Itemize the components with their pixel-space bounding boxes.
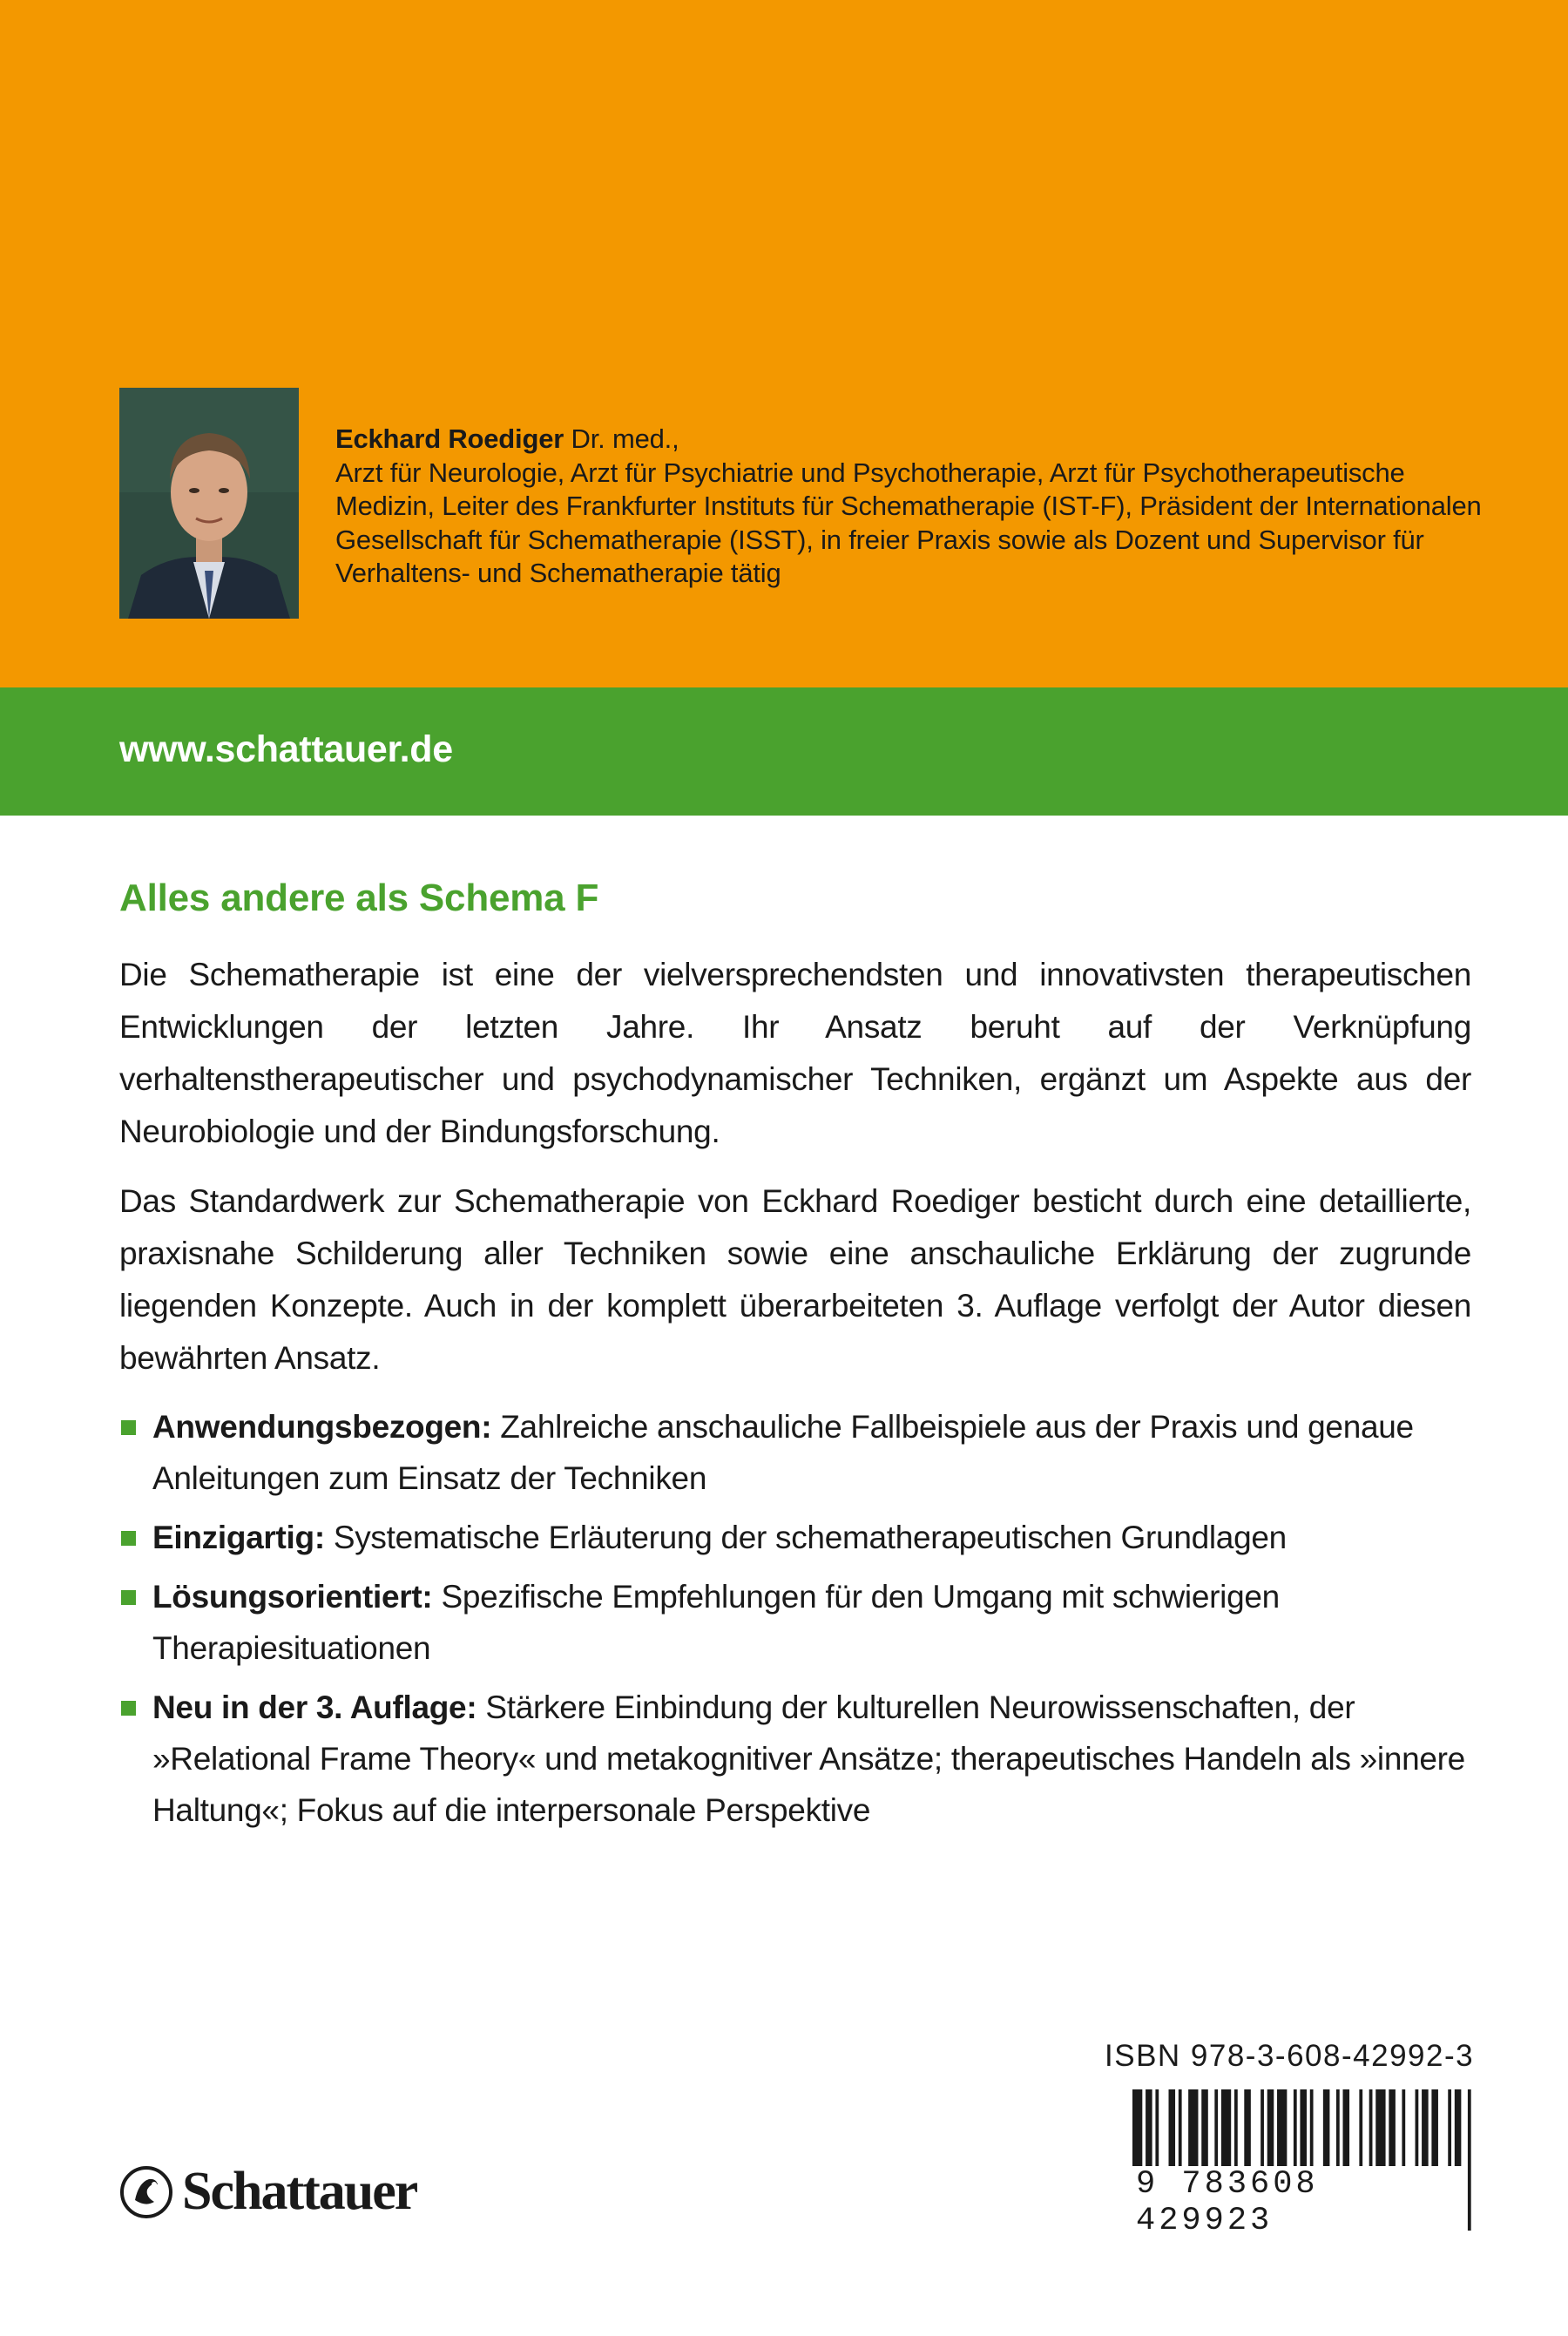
- barcode-bar: [1468, 2089, 1471, 2231]
- author-degree: Dr. med.,: [571, 423, 679, 454]
- author-bio-line-3: Medizin, Leiter des Frankfurter Instituts für Schematherapie (IST-F), Präsident der Internationalen: [335, 491, 1482, 521]
- list-item: [119, 1682, 1471, 1836]
- bullet-square-icon: [121, 1420, 136, 1435]
- publisher-emblem-icon: [119, 2165, 173, 2219]
- section-heading: Alles andere als Schema F: [119, 877, 599, 919]
- author-photo: [119, 388, 299, 619]
- author-bio-line-4: Gesellschaft für Schematherapie (ISST), in freier Praxis sowie als Dozent und Supervisor für: [335, 524, 1424, 555]
- bullet-square-icon: [121, 1701, 136, 1716]
- list-item-lead: Lösungsorientiert:: [152, 1579, 433, 1615]
- list-item-lead: Neu in der 3. Auflage:: [152, 1689, 477, 1725]
- author-bio-line-2: Arzt für Neurologie, Arzt für Psychiatrie und Psychotherapie, Arzt für Psychotherapeutische: [335, 457, 1405, 488]
- author-bio-line-1: [335, 423, 1520, 457]
- publisher-logo: [119, 2161, 416, 2223]
- description-paragraph-1: Die Schematherapie ist eine der vielversprechendsten und innovativsten therapeutischen Entwicklungen der letzten Jahre. Ihr Ansatz beruht auf der Verknüpfung verhaltenstherapeutischer und psychodynamischer Techniken, ergänzt um Aspekte aus der Neurobiologie und der Bindungsforschung.: [119, 957, 1471, 1149]
- barcode-digits: 9 783608 429923: [1132, 2166, 1463, 2239]
- description-paragraph-2: Das Standardwerk zur Schematherapie von Eckhard Roediger besticht durch eine detaillierte, praxisnahe Schilderung aller Techniken sowie eine anschauliche Erklärung der zugrunde liegenden Konzepte. Auch in der komplett überarbeiteten 3. Auflage verfolgt der Autor diesen bewährten Ansatz.: [119, 1183, 1471, 1376]
- list-item: [119, 1571, 1471, 1674]
- bullet-square-icon: [121, 1590, 136, 1605]
- list-item-text: Zahlreiche anschauliche Fallbeispiele aus der Praxis und genaue Anleitungen zum Einsatz der Techniken: [152, 1409, 1414, 1496]
- list-item-lead: Einzigartig:: [152, 1520, 325, 1555]
- author-bio-line-5: Verhaltens- und Schematherapie tätig: [335, 558, 781, 588]
- publisher-name: Schattauer: [182, 2162, 417, 2221]
- author-bio: [335, 423, 1520, 591]
- list-item-text: Spezifische Empfehlungen für den Umgang mit schwierigen Therapiesituationen: [152, 1579, 1280, 1666]
- list-item: [119, 1512, 1471, 1563]
- website-link[interactable]: www.schattauer.de: [119, 728, 453, 770]
- list-item: [119, 1401, 1471, 1504]
- author-name: Eckhard Roediger: [335, 423, 564, 454]
- bullet-square-icon: [121, 1531, 136, 1546]
- feature-list: [119, 1401, 1471, 1844]
- list-item-lead: Anwendungsbezogen:: [152, 1409, 492, 1445]
- list-item-text: Stärkere Einbindung der kulturellen Neurowissenschaften, der »Relational Frame Theory« und metakognitiver Ansätze; therapeutisches Handeln als »innere Haltung«; Fokus auf die interpersonale Perspektive: [152, 1689, 1465, 1828]
- isbn-label: ISBN 978-3-608-42992-3: [1105, 2039, 1475, 2073]
- list-item-text: Systematische Erläuterung der schematherapeutischen Grundlagen: [333, 1520, 1287, 1555]
